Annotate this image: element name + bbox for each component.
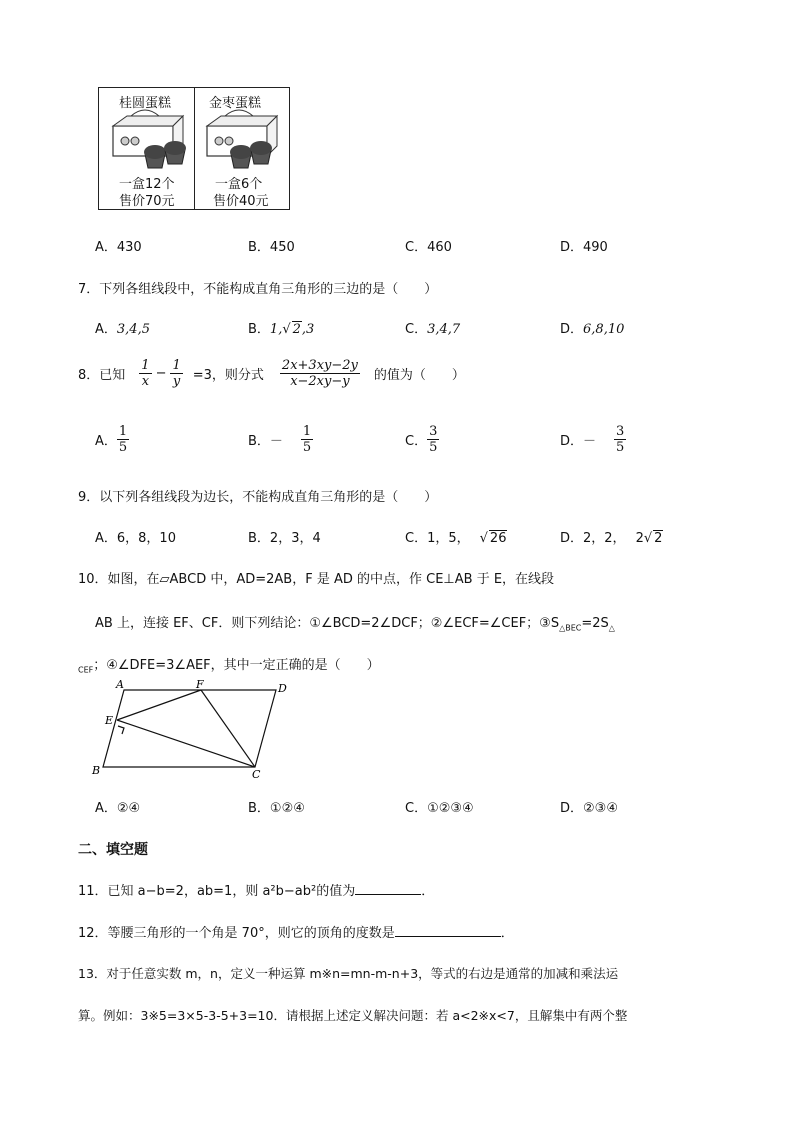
sqrt-icon: √ xyxy=(643,531,653,546)
q10-option-c[interactable]: C．①②③④ xyxy=(405,801,474,816)
q7-d-value: 6,8,10 xyxy=(583,322,625,337)
q7-option-d[interactable] xyxy=(560,318,624,337)
q8-d-den: 5 xyxy=(616,440,625,455)
q8-d-fraction xyxy=(614,424,626,455)
right-cake-title: 金枣蛋糕 xyxy=(209,96,262,111)
q8-b-label: B．－ xyxy=(248,434,283,449)
q8-post: 的值为（ ） xyxy=(373,368,465,383)
section-heading-fill-in: 二、填空题 xyxy=(78,842,148,858)
q11-answer-blank[interactable] xyxy=(355,882,421,895)
q12-text: 12．等腰三角形的一个角是 70°，则它的顶角的度数是 xyxy=(78,926,395,941)
q7-c-label: C． xyxy=(405,322,428,337)
label-e: E xyxy=(105,714,114,727)
minus-sign: − xyxy=(155,366,167,381)
q8-b-fraction xyxy=(301,424,313,455)
q8-fraction-2 xyxy=(170,358,182,389)
q10-option-b[interactable]: B．①②④ xyxy=(248,801,305,816)
q9-c-radicand: 26 xyxy=(489,531,507,546)
label-f: F xyxy=(196,678,204,691)
q8-f1-den: x xyxy=(141,374,150,389)
left-cake-title: 桂圆蛋糕 xyxy=(119,96,172,111)
q10-line-2-end: =2S xyxy=(581,616,609,631)
left-cake-price: 售价70元 xyxy=(119,194,175,209)
q11 xyxy=(78,880,434,899)
q8-option-a[interactable] xyxy=(95,424,129,455)
q8-c-fraction xyxy=(427,424,439,455)
q6-option-b[interactable]: B．450 xyxy=(248,240,295,255)
q8-c-label: C． xyxy=(405,434,428,449)
q8-option-d[interactable] xyxy=(560,424,626,455)
parallelogram-abcd xyxy=(103,690,276,767)
q8-fraction-3 xyxy=(280,358,360,389)
q6-option-d[interactable]: D．490 xyxy=(560,240,608,255)
right-cake-price: 售价40元 xyxy=(213,194,269,209)
q8-a-num: 1 xyxy=(118,424,128,439)
q9-option-b[interactable]: B．2，3，4 xyxy=(248,531,321,546)
q12-answer-blank[interactable] xyxy=(395,924,501,937)
sqrt-icon: √ xyxy=(479,531,488,546)
q9-option-d[interactable] xyxy=(560,527,663,546)
q9-option-a[interactable]: A．6，8，10 xyxy=(95,531,176,546)
cake-figure xyxy=(98,87,290,210)
label-b: B xyxy=(92,764,101,777)
q12-end: ． xyxy=(500,926,514,941)
q8-c-den: 5 xyxy=(429,440,438,455)
q7-option-c[interactable] xyxy=(405,318,460,337)
sqrt-icon: √ xyxy=(282,322,291,337)
q7-d-label: D． xyxy=(560,322,584,337)
left-cake-box-icon xyxy=(107,108,189,172)
q8-f3-num: 2x+3xy−2y xyxy=(281,358,358,373)
q8-c-num: 3 xyxy=(429,424,438,439)
q8-a-fraction xyxy=(117,424,129,455)
q7-b-radicand: 2 xyxy=(292,322,301,337)
q6-option-a[interactable]: A．430 xyxy=(95,240,142,255)
q8-option-b[interactable] xyxy=(248,424,313,455)
q9-stem: 9．以下列各组线段为边长，不能构成直角三角形的是（ ） xyxy=(78,490,438,505)
label-a: A xyxy=(116,678,124,691)
q8-d-label: D．－ xyxy=(560,434,597,449)
q10-line-2-sub: △BEC xyxy=(559,623,582,633)
label-d: D xyxy=(278,682,287,695)
label-c: C xyxy=(252,768,261,781)
q10-line-3-sub: CEF xyxy=(78,665,94,675)
q7-b-label: B． xyxy=(248,322,270,337)
q9-d-coef: 2 xyxy=(635,531,644,546)
q7-b-pre: 1, xyxy=(269,322,283,337)
q10-line-3 xyxy=(78,654,380,675)
figure-divider xyxy=(194,88,195,209)
q8-fraction-1 xyxy=(139,358,151,389)
q10-line-2-text: AB 上，连接 EF、CF．则下列结论：①∠BCD=2∠DCF；②∠ECF=∠CEF；③S xyxy=(95,616,560,631)
q10-line-2-sub2: △ xyxy=(608,623,615,633)
segment-fc xyxy=(201,690,255,767)
q10-option-d[interactable]: D．②③④ xyxy=(560,801,618,816)
q8-pre: 8．已知 xyxy=(78,368,126,383)
parallelogram-figure xyxy=(88,678,303,782)
q7-a-label: A． xyxy=(95,322,117,337)
q9-option-c[interactable] xyxy=(405,527,507,546)
q8-a-den: 5 xyxy=(118,440,128,455)
q7-c-value: 3,4,7 xyxy=(427,322,461,337)
q9-d-radicand: 2 xyxy=(654,531,663,546)
q8-stem xyxy=(78,358,465,389)
right-angle-mark xyxy=(118,726,124,734)
q13-line-2: 算。例如：3※5=3×5-3-5+3=10．请根据上述定义解决问题：若 a<2※x<7，且解集中有两个整 xyxy=(78,1008,628,1023)
q12 xyxy=(78,922,514,941)
q8-f3-den: x−2xy−y xyxy=(290,374,350,389)
q8-a-label: A． xyxy=(95,434,117,449)
q9-d-pre: D．2，2， xyxy=(560,531,626,546)
q7-b-post: ,3 xyxy=(301,322,315,337)
q10-option-a[interactable]: A．②④ xyxy=(95,801,141,816)
segment-ec xyxy=(117,720,255,767)
right-cake-count: 一盒6个 xyxy=(215,177,263,192)
q7-option-a[interactable] xyxy=(95,318,150,337)
q6-option-c[interactable]: C．460 xyxy=(405,240,452,255)
q11-text: 11．已知 a−b=2，ab=1，则 a²b−ab²的值为 xyxy=(78,884,356,899)
q8-b-num: 1 xyxy=(302,424,312,439)
q8-mid: =3，则分式 xyxy=(192,368,264,383)
q8-d-num: 3 xyxy=(616,424,625,439)
q10-line-3-text: ；④∠DFE=3∠AEF，其中一定正确的是（ ） xyxy=(93,658,380,673)
q8-b-den: 5 xyxy=(302,440,312,455)
q7-stem: 7．下列各组线段中，不能构成直角三角形的三边的是（ ） xyxy=(78,282,438,297)
q11-end: ． xyxy=(421,884,435,899)
q8-f2-den: y xyxy=(172,374,181,389)
q13-line-1: 13．对于任意实数 m，n，定义一种运算 m※n=mn-m-n+3，等式的右边是通常的加减和乘法运 xyxy=(78,966,619,981)
q8-f2-num: 1 xyxy=(172,358,181,373)
q8-f1-num: 1 xyxy=(141,358,150,373)
q10-line-2 xyxy=(95,612,615,633)
segment-ef xyxy=(117,690,201,720)
q10-line-1: 10．如图，在▱ABCD 中，AD=2AB，F 是 AD 的中点，作 CE⊥AB 于 E，在线段 xyxy=(78,572,555,587)
q7-option-b[interactable] xyxy=(248,318,314,337)
q9-c-pre: C．1，5， xyxy=(405,531,470,546)
q8-option-c[interactable] xyxy=(405,424,439,455)
right-cake-box-icon xyxy=(201,108,283,172)
left-cake-count: 一盒12个 xyxy=(119,177,175,192)
q7-a-value: 3,4,5 xyxy=(116,322,150,337)
